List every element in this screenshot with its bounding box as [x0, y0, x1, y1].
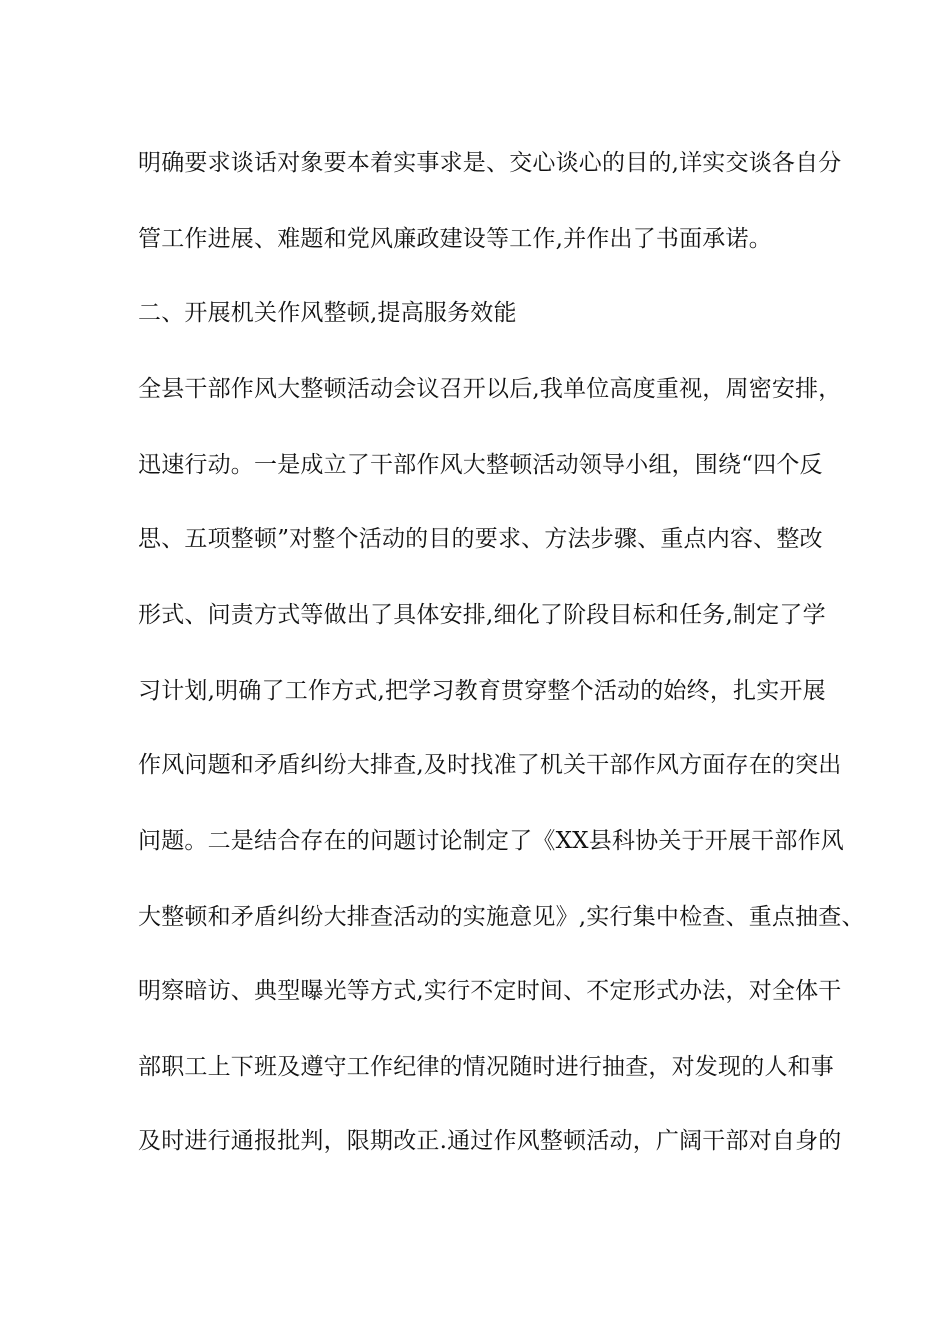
paragraph-line: 问题。二是结合存在的问题讨论制定了《XX县科协关于开展干部作风: [138, 828, 844, 854]
paragraph-line: 部职工上下班及遵守工作纪律的情况随时进行抽查，对发现的人和事: [138, 1054, 834, 1080]
paragraph-line: 及时进行通报批判，限期改正.通过作风整顿活动，广阔干部对自身的: [138, 1128, 842, 1154]
paragraph-line: 思、五项整顿”对整个活动的目的要求、方法步骤、重点内容、整改: [138, 526, 823, 552]
paragraph-line: 迅速行动。一是成立了干部作风大整顿活动领导小组，围绕“四个反: [138, 452, 823, 478]
section-heading: 二、开展机关作风整顿,提高服务效能: [138, 300, 517, 326]
paragraph-line: 明确要求谈话对象要本着实事求是、交心谈心的目的,详实交谈各自分: [138, 150, 842, 176]
paragraph-line: 大整顿和矛盾纠纷大排查活动的实施意见》,实行集中检查、重点抽查、: [138, 904, 865, 930]
paragraph-line: 形式、问责方式等做出了具体安排,细化了阶段目标和任务,制定了学: [138, 602, 826, 628]
paragraph-line: 全县干部作风大整顿活动会议召开以后,我单位高度重视，周密安排，: [138, 376, 842, 402]
paragraph-line: 作风问题和矛盾纠纷大排查,及时找准了机关干部作风方面存在的突出: [138, 752, 842, 778]
paragraph-line: 明察暗访、典型曝光等方式,实行不定时间、不定形式办法，对全体干: [138, 978, 842, 1004]
paragraph-line: 管工作进展、难题和党风廉政建设等工作,并作出了书面承诺。: [138, 226, 772, 252]
paragraph-line: 习计划,明确了工作方式,把学习教育贯穿整个活动的始终，扎实开展: [138, 678, 826, 704]
